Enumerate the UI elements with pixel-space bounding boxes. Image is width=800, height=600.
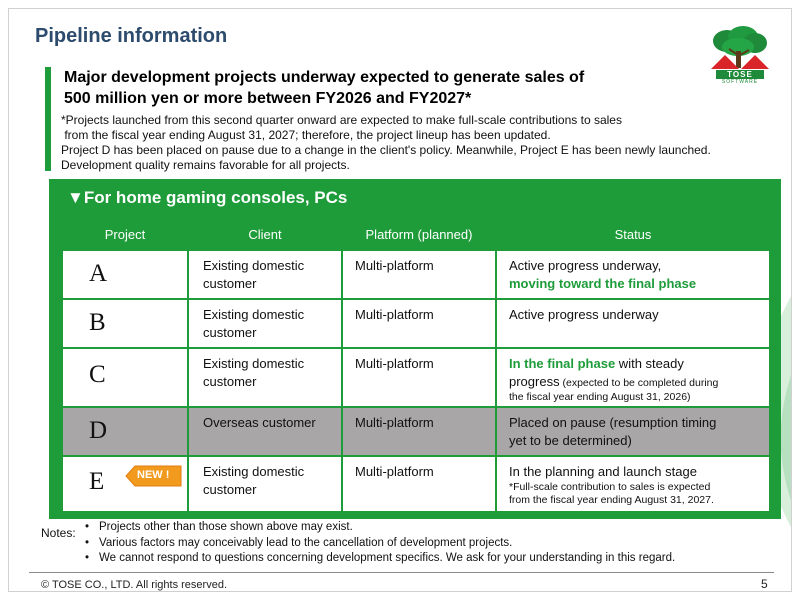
- company-logo: [707, 25, 773, 83]
- notes-list: [85, 520, 785, 567]
- note-item: • We cannot respond to questions concerning development specifics. We ask for your understanding in this regard.: [85, 551, 785, 567]
- status-text: Placed on pause (resumption timing: [509, 415, 717, 430]
- client-text: Overseas customer: [203, 415, 316, 430]
- slide: [8, 8, 792, 592]
- intro-text: [61, 113, 781, 173]
- note-item: • Projects other than those shown above may exist.: [85, 520, 785, 536]
- project-cell: [63, 457, 187, 511]
- platform-cell: [343, 251, 495, 298]
- status-cell: [497, 408, 769, 455]
- client-text: Existing domestic: [203, 356, 305, 371]
- page-number: 5: [761, 577, 768, 591]
- client-text: Existing domestic: [203, 307, 305, 322]
- client-cell: [189, 457, 341, 511]
- page-title: Pipeline information: [35, 25, 228, 47]
- tree-logo-icon: [707, 25, 773, 71]
- project-cell: [63, 251, 187, 298]
- status-highlight: In the final phase: [509, 356, 616, 371]
- project-cell: [63, 300, 187, 347]
- client-text: customer: [203, 325, 257, 340]
- status-text: progress: [509, 374, 560, 389]
- intro-line: from the fiscal year ending August 31, 2027; therefore, the project lineup has been updated.: [61, 128, 551, 142]
- project-letter: A: [89, 260, 108, 287]
- project-letter: E: [89, 468, 105, 495]
- project-letter: D: [89, 417, 108, 444]
- client-cell: [189, 251, 341, 298]
- status-cell: [497, 349, 769, 406]
- status-note: (expected to be completed during: [559, 377, 719, 389]
- status-text: with steady: [615, 356, 684, 371]
- pipeline-table: [49, 179, 781, 519]
- status-text: Active progress underway: [509, 307, 659, 322]
- client-text: Existing domestic: [203, 258, 305, 273]
- logo-sub-text: SOFTWARE: [721, 79, 759, 85]
- headline: [64, 67, 704, 109]
- header-status: Status: [614, 227, 652, 242]
- intro-line: Project D has been placed on pause due to a change in the client's policy. Meanwhile, Project E has been newly launched.: [61, 143, 711, 157]
- status-note: from the fiscal year ending August 31, 2027.: [509, 494, 714, 506]
- platform-text: Multi-platform: [355, 356, 434, 371]
- footer-divider: [29, 572, 774, 573]
- client-cell: [189, 349, 341, 406]
- project-letter: B: [89, 309, 106, 336]
- status-text: yet to be determined): [509, 433, 632, 448]
- status-cell: [497, 300, 769, 347]
- table-row-d: [63, 408, 769, 455]
- headline-line-2: 500 million yen or more between FY2026 and FY2027*: [64, 90, 472, 107]
- project-cell: [63, 349, 187, 406]
- client-text: customer: [203, 374, 257, 389]
- platform-cell: [343, 408, 495, 455]
- table-row-c: [63, 349, 769, 406]
- client-cell: [189, 408, 341, 455]
- client-cell: [189, 300, 341, 347]
- client-text: customer: [203, 276, 257, 291]
- notes-label: Notes:: [41, 526, 76, 540]
- status-text: In the planning and launch stage: [509, 464, 697, 479]
- status-cell: [497, 457, 769, 511]
- status-cell: [497, 251, 769, 298]
- copyright-text: © TOSE CO., LTD. All rights reserved.: [41, 579, 227, 591]
- intro-line: *Projects launched from this second quarter onward are expected to make full-scale contributions to sales: [61, 113, 622, 127]
- platform-text: Multi-platform: [355, 307, 434, 322]
- table-row-a: [63, 251, 769, 298]
- status-note: the fiscal year ending August 31, 2026): [509, 391, 691, 403]
- status-text: Active progress underway,: [509, 258, 662, 273]
- client-text: customer: [203, 482, 257, 497]
- platform-text: Multi-platform: [355, 415, 434, 430]
- intro-line: Development quality remains favorable for all projects.: [61, 158, 350, 172]
- status-highlight: moving toward the final phase: [509, 276, 697, 291]
- new-badge: [125, 465, 183, 487]
- table-row-b: [63, 300, 769, 347]
- platform-cell: [343, 300, 495, 347]
- headline-line-1: Major development projects underway expected to generate sales of: [64, 69, 585, 86]
- logo-brand-text: TOSE: [716, 70, 764, 79]
- platform-cell: [343, 349, 495, 406]
- section-title: ▼For home gaming consoles, PCs: [67, 188, 348, 207]
- note-item: • Various factors may conceivably lead to the cancellation of development projects.: [85, 536, 785, 552]
- project-letter: C: [89, 361, 106, 388]
- platform-text: Multi-platform: [355, 258, 434, 273]
- header-client: Client: [248, 227, 282, 242]
- header-project: Project: [104, 227, 146, 242]
- client-text: Existing domestic: [203, 464, 305, 479]
- headline-accent-bar: [45, 67, 51, 171]
- platform-text: Multi-platform: [355, 464, 434, 479]
- status-note: *Full-scale contribution to sales is expected: [509, 481, 711, 493]
- project-cell: [63, 408, 187, 455]
- table-row-e: [63, 457, 769, 511]
- new-badge-label: NEW !: [137, 469, 170, 481]
- platform-cell: [343, 457, 495, 511]
- header-platform: Platform (planned): [365, 227, 473, 242]
